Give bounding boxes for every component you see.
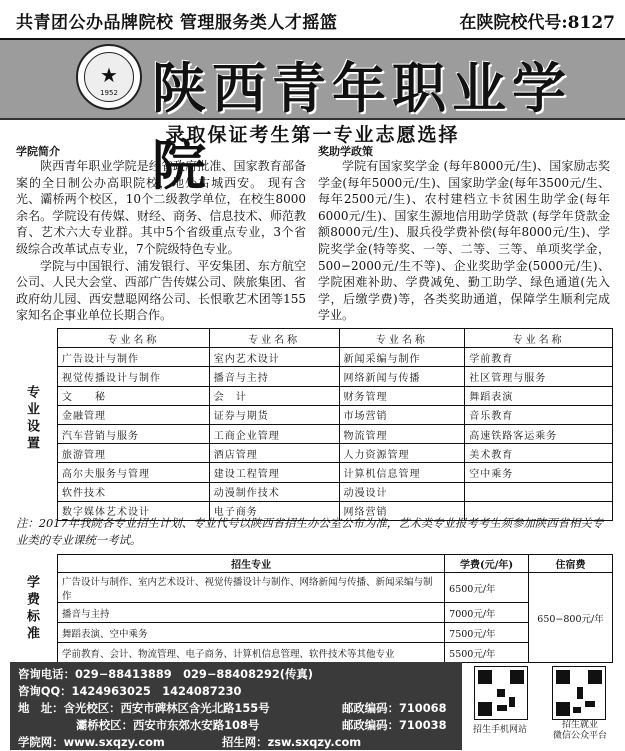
aid-paragraph: 学院有国家奖学金 (每年8000元/生)、国家励志奖学金(每年5000元/生)、国家助学金(每年3500元/生、每年2500元/生)、农村建档立卡贫困生助学金(每年6000元/生)、国家生源地信用助学贷款 (每学年贷款金额8000元/生)、服兵役学费补偿(每年8000元/生)、学院奖学金(特等奖、一等、二等、三等、单项奖学金，500−2000元/生不等)、企业奖助学金(5000元/生)、学院困难补助、学费减免、勤工助学、绿色通道(先入学，后缴学费)等，各类奖助通道，保障学生顺利完成学业。	[318, 159, 610, 323]
majors-header-row	[58, 329, 613, 348]
qr-caption-wechat: 招生就业 微信公众平台	[552, 720, 607, 741]
major-cell: 财务管理	[339, 386, 465, 405]
major-cell: 音乐教育	[465, 405, 613, 424]
major-cell: 市场营销	[339, 405, 465, 424]
fee-major-cell: 学前教育、会计、物流管理、电子商务、计算机信息管理、软件技术等其他专业	[58, 643, 445, 663]
contact-box	[10, 662, 462, 750]
table-row	[58, 573, 613, 603]
major-cell: 人力资源管理	[339, 444, 465, 463]
school-logo-icon: ★ 1952	[76, 44, 142, 110]
fee-amount-cell: 7500元/年	[445, 623, 529, 643]
school-code: 在陕院校代号:8127	[459, 13, 615, 33]
enrollment-note: 注：2017年我院各专业招生计划、专业代号以陕西省招生办公室公布为准，艺术类专业报考考生须参加陕西省相关专业类的专业课统一考试。	[16, 516, 604, 547]
aid-heading: 奖助学政策	[318, 145, 373, 158]
major-cell: 舞蹈表演	[465, 386, 613, 405]
majors-col-header: 专业名称	[339, 329, 465, 348]
table-row	[58, 463, 613, 482]
table-row	[58, 424, 613, 443]
fees-header-row	[58, 555, 613, 573]
major-cell: 高速铁路客运乘务	[465, 424, 613, 443]
school-name: 陕西青年职业学院	[152, 56, 572, 197]
major-cell	[465, 482, 613, 501]
table-row	[58, 482, 613, 501]
table-row	[58, 348, 613, 367]
major-cell: 文 秘	[58, 386, 210, 405]
majors-table	[57, 328, 613, 521]
intro-paragraph: 学院与中国银行、浦发银行、平安集团、东方航空公司、人民大会堂、西部广告传媒公司、陕旅集团、省政府幼儿园、西安慧聪网络公司、长恨歌艺术团等155家知名企事业单位长期合作。	[16, 258, 306, 323]
lodging-fee-cell: 650−800元/年	[529, 573, 613, 663]
major-cell: 计算机信息管理	[339, 463, 465, 482]
major-cell: 电子商务	[209, 501, 339, 520]
major-cell: 高尔夫服务与管理	[58, 463, 210, 482]
fees-header-lodging: 住宿费	[529, 555, 613, 573]
major-cell: 网络营销	[339, 501, 465, 520]
intro-text	[16, 158, 306, 324]
major-cell: 新闻采编与制作	[339, 348, 465, 367]
qr-code-icon	[552, 666, 606, 720]
contact-phone: 咨询电话：029−88413889 029−88408292(传真)	[18, 667, 313, 681]
fee-amount-cell: 7000元/年	[445, 603, 529, 623]
major-cell: 播音与主持	[209, 367, 339, 386]
major-cell: 建设工程管理	[209, 463, 339, 482]
major-cell: 动漫设计	[339, 482, 465, 501]
table-row	[58, 444, 613, 463]
table-row	[58, 405, 613, 424]
fee-major-cell: 播音与主持	[58, 603, 445, 623]
fees-side-label: 学费标准	[24, 575, 39, 643]
major-cell: 动漫制作技术	[209, 482, 339, 501]
qr-caption-mobile: 招生手机网站	[472, 725, 527, 735]
intro-heading: 学院简介	[16, 145, 60, 158]
contact-address-baqiao: 灞桥校区：西安市东郊水安路108号	[76, 718, 260, 732]
major-cell: 旅游管理	[58, 444, 210, 463]
major-cell: 酒店管理	[209, 444, 339, 463]
fees-table	[57, 554, 613, 663]
major-cell: 空中乘务	[465, 463, 613, 482]
contact-address-hanguang: 地 址：含光校区：西安市碑林区含光北路155号	[18, 701, 270, 715]
subtitle: 录取保证考生第一专业志愿选择	[165, 124, 460, 146]
majors-side-label: 专业设置	[24, 385, 39, 453]
majors-col-header: 专业名称	[58, 329, 210, 348]
major-cell: 美术教育	[465, 444, 613, 463]
majors-col-header: 专业名称	[209, 329, 339, 348]
fees-header-major: 招生专业	[58, 555, 445, 573]
website-link: 学院网：www.sxqzy.com	[18, 735, 165, 749]
major-cell: 软件技术	[58, 482, 210, 501]
intro-paragraph: 陕西青年职业学院是经省政府批准、国家教育部备案的全日制公办高职院校，地处古城西安。 现有含光、灞桥两个校区，10个二级教学单位，在校生8000余名。学院设有传媒、财经、商务、信息技术、师范教育、艺术六大专业群。其中5个省级重点专业，3个省级综合改革试点专业，7个院级特色专业。	[16, 159, 306, 256]
major-cell: 数字媒体艺术设计	[58, 501, 210, 520]
major-cell: 金融管理	[58, 405, 210, 424]
major-cell: 证券与期货	[209, 405, 339, 424]
fee-major-cell: 舞蹈表演、空中乘务	[58, 623, 445, 643]
admission-site-link: 招生网：zsw.sxqzy.com	[222, 735, 362, 749]
major-cell: 会 计	[209, 386, 339, 405]
table-row	[58, 386, 613, 405]
major-cell: 物流管理	[339, 424, 465, 443]
major-cell: 广告设计与制作	[58, 348, 210, 367]
contact-postcode-hanguang: 邮政编码：710068	[342, 701, 447, 715]
fee-amount-cell: 5500元/年	[445, 643, 529, 663]
table-row	[58, 367, 613, 386]
major-cell: 工商企业管理	[209, 424, 339, 443]
contact-postcode-baqiao: 邮政编码：710038	[342, 718, 447, 732]
major-cell: 网络新闻与传播	[339, 367, 465, 386]
header-slogan: 共青团公办品牌院校 管理服务类人才摇篮	[16, 13, 338, 33]
fee-major-cell: 广告设计与制作、室内艺术设计、视觉传播设计与制作、网络新闻与传播、新闻采编与制作	[58, 573, 445, 603]
fees-header-tuition: 学费(元/年)	[445, 555, 529, 573]
aid-text	[318, 158, 610, 324]
major-cell: 社区管理与服务	[465, 367, 613, 386]
major-cell: 视觉传播设计与制作	[58, 367, 210, 386]
majors-col-header: 专业名称	[465, 329, 613, 348]
major-cell: 汽车营销与服务	[58, 424, 210, 443]
logo-year: 1952	[100, 89, 118, 97]
major-cell: 学前教育	[465, 348, 613, 367]
qr-code-icon	[474, 666, 528, 720]
major-cell: 室内艺术设计	[209, 348, 339, 367]
fee-amount-cell: 6500元/年	[445, 573, 529, 603]
top-bar	[0, 0, 625, 40]
contact-qq: 咨询QQ：1424963025 1424087230	[18, 684, 242, 698]
